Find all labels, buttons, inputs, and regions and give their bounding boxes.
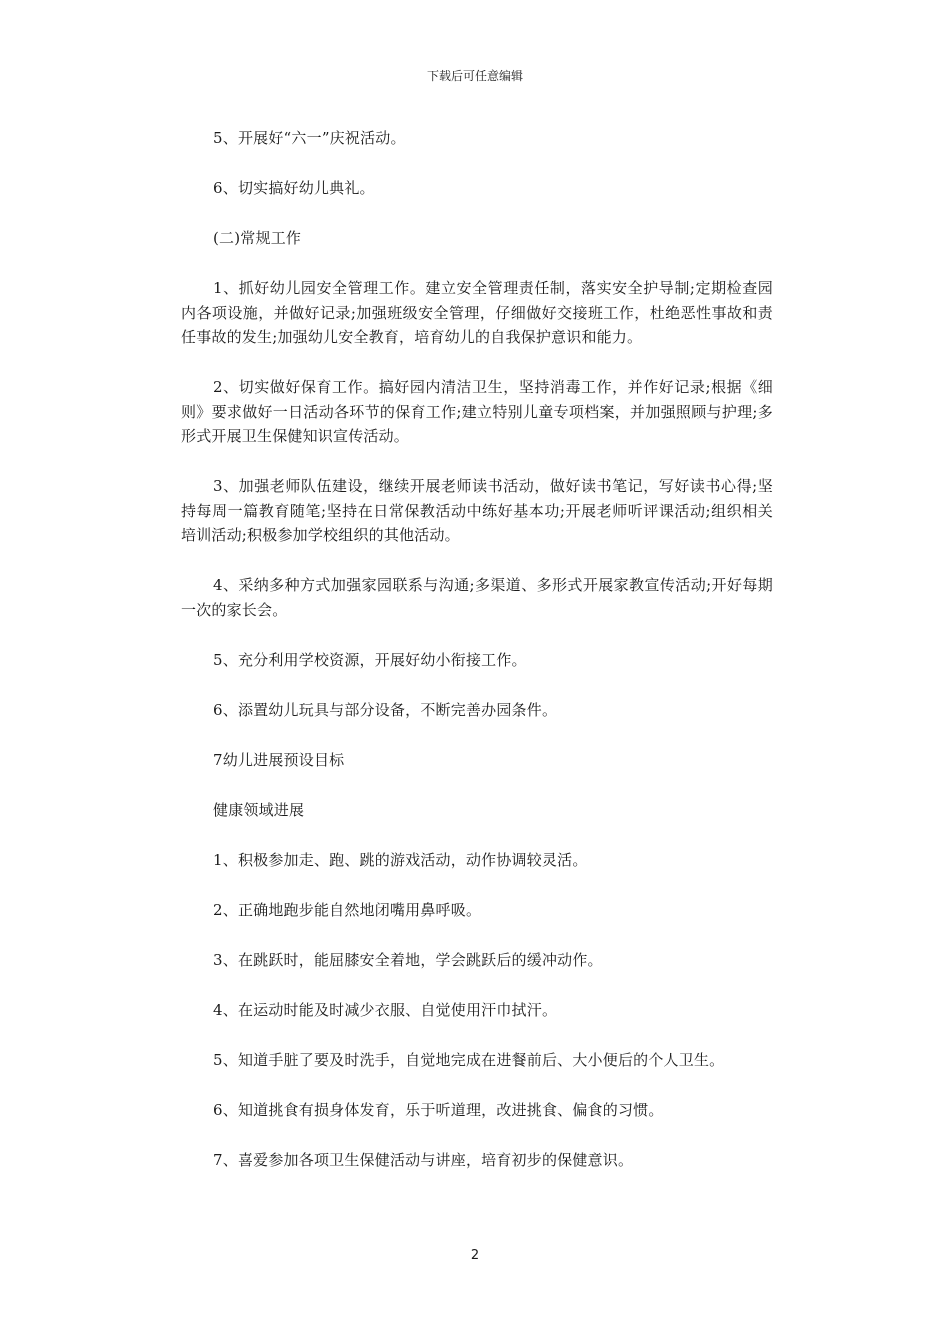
list-item: 3、在跳跃时，能屈膝安全着地，学会跳跃后的缓冲动作。 <box>213 950 603 969</box>
paragraph: 4、采纳多种方式加强家园联系与沟通;多渠道、多形式开展家教宣传活动;开好每期一次的家长会。 <box>181 576 773 619</box>
list-item: 4、在运动时能及时减少衣服、自觉使用汗巾拭汗。 <box>213 1000 558 1019</box>
document-body <box>181 126 773 1198</box>
list-item: 5、知道手脏了要及时洗手，自觉地完成在进餐前后、大小便后的个人卫生。 <box>213 1050 725 1069</box>
list-item: 7、喜爱参加各项卫生保健活动与讲座，培育初步的保健意识。 <box>213 1150 634 1169</box>
paragraph: 5、充分利用学校资源，开展好幼小衔接工作。 <box>213 650 527 669</box>
list-item: 1、积极参加走、跑、跳的游戏活动，动作协调较灵活。 <box>213 850 588 869</box>
paragraph: 1、抓好幼儿园安全管理工作。建立安全管理责任制，落实安全护导制;定期检查园内各项设施，并做好记录;加强班级安全管理，仔细做好交接班工作，杜绝恶性事故和责任事故的发生;加强幼儿安全教育，培育幼儿的自我保护意识和能力。 <box>181 279 773 346</box>
list-item: 6、知道挑食有损身体发育，乐于听道理，改进挑食、偏食的习惯。 <box>213 1100 664 1119</box>
page-number: 2 <box>470 1248 480 1263</box>
subsection-heading: 健康领域进展 <box>213 800 305 819</box>
list-item: 2、正确地跑步能自然地闭嘴用鼻呼吸。 <box>213 900 482 919</box>
paragraph: 6、切实搞好幼儿典礼。 <box>213 179 375 197</box>
paragraph: 3、加强老师队伍建设，继续开展老师读书活动，做好读书笔记，写好读书心得;坚持每周一篇教育随笔;坚持在日常保教活动中练好基本功;开展老师听评课活动;组织相关培训活动;积极参加学校组织的其他活动。 <box>181 477 773 544</box>
section-heading: (二)常规工作 <box>213 229 302 247</box>
paragraph: 6、添置幼儿玩具与部分设备，不断完善办园条件。 <box>213 700 558 719</box>
section-heading: 7幼儿进展预设目标 <box>213 750 345 769</box>
paragraph: 2、切实做好保育工作。搞好园内清洁卫生，坚持消毒工作，并作好记录;根据《细则》要求做好一日活动各环节的保育工作;建立特别儿童专项档案，并加强照顾与护理;多形式开展卫生保健知识宣传活动。 <box>181 378 773 445</box>
paragraph: 5、开展好“六一”庆祝活动。 <box>213 129 406 147</box>
page-header: 下载后可任意编辑 <box>426 69 523 83</box>
